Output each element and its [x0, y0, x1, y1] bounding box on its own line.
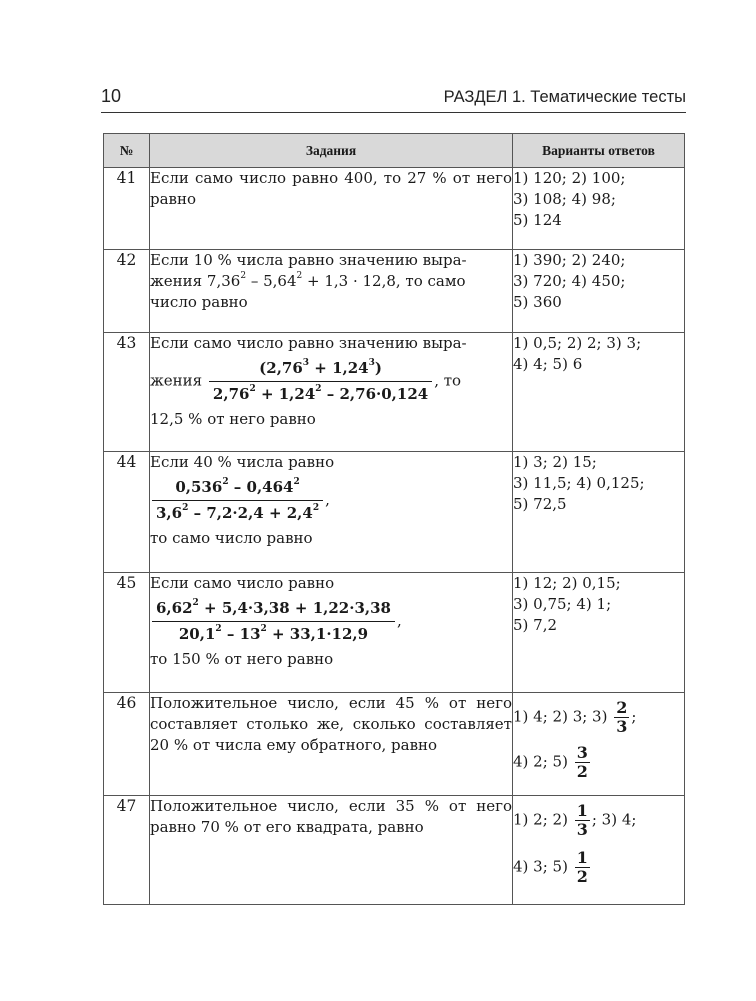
task-text	[150, 250, 513, 333]
formula-prefix: жения	[150, 371, 203, 390]
task-text	[150, 573, 513, 693]
answer-line: 5) 72,5	[513, 495, 567, 513]
expr-part: – 5,64	[246, 272, 297, 290]
exponent: 2	[296, 271, 303, 281]
task-line: Если 40 % числа равно	[150, 453, 335, 471]
formula-suffix: , то	[434, 371, 462, 390]
running-head: РАЗДЕЛ 1. Тематические тесты	[443, 88, 686, 106]
answer-line: 1) 12; 2) 0,15;	[513, 574, 621, 592]
column-header-tasks: Задания	[150, 134, 513, 168]
table-row	[104, 168, 685, 250]
answer-line: 1) 0,5; 2) 2; 3) 3;	[513, 334, 642, 352]
task-line: Если само число равно значению выра-	[150, 334, 467, 352]
table-row	[104, 693, 685, 796]
answer-line: 1) 2; 2) $\frac{1}{3}$ ; 3) 4;	[513, 801, 637, 839]
answer-options	[513, 573, 685, 693]
fraction-denominator: $2,76^2 + 1,24^2 - 2,76\cdot 0,124$	[212, 384, 429, 403]
table-row	[104, 573, 685, 693]
task-text	[150, 333, 513, 452]
task-line: то само число равно	[150, 529, 313, 547]
exponent: 2	[240, 271, 247, 281]
task-line: то 150 % от него равно	[150, 650, 334, 668]
answer-line: 5) 7,2	[513, 616, 558, 634]
answer-fraction: $\frac{1}{3}$	[576, 801, 588, 839]
answer-options	[513, 452, 685, 573]
answer-options	[513, 168, 685, 250]
answer-fraction: $\frac{1}{2}$	[576, 848, 588, 886]
fraction	[209, 358, 432, 405]
header-rule	[101, 112, 686, 113]
fraction	[152, 477, 323, 524]
answer-line: 4) 2; 5) $\frac{3}{2}$	[513, 743, 588, 781]
answer-line: 3) 0,75; 4) 1;	[513, 595, 612, 613]
expr-part: + 1,3 · 12,8, то само	[302, 272, 466, 290]
task-number: 42	[104, 250, 150, 333]
task-line: число равно	[150, 293, 248, 311]
answer-options	[513, 796, 685, 905]
answer-line: 3) 720; 4) 450;	[513, 272, 626, 290]
table-row	[104, 452, 685, 573]
task-number: 45	[104, 573, 150, 693]
fraction	[152, 598, 395, 645]
answer-line: 1) 390; 2) 240;	[513, 251, 626, 269]
task-number: 47	[104, 796, 150, 905]
task-text: Положительное число, если 45 % от него составляет столько же, сколько составляет 20 % от числа ему обратного, равно	[150, 693, 513, 796]
task-line	[150, 271, 512, 292]
fraction-denominator: $3,6^2 - 7,2\cdot 2,4 + 2,4^2$	[156, 503, 320, 522]
formula-line	[150, 477, 512, 524]
column-header-number: №	[104, 134, 150, 168]
task-text: Положительное число, если 35 % от него равно 70 % от его квадрата, равно	[150, 796, 513, 905]
formula-line	[150, 358, 512, 405]
answer-line: 4) 4; 5) 6	[513, 355, 583, 373]
table-header-row	[104, 134, 685, 168]
column-header-answers: Варианты ответов	[513, 134, 685, 168]
task-line: 12,5 % от него равно	[150, 410, 316, 428]
table-row	[104, 333, 685, 452]
fraction-denominator: $20,1^2 - 13^2 + 33,1\cdot 12,9$	[178, 624, 369, 643]
page-number: 10	[101, 86, 122, 106]
task-text	[150, 452, 513, 573]
fraction-numerator: 0,536$^2$ – 0,464$^2$	[152, 477, 323, 501]
task-text: Если само число равно 400, то 27 % от него равно	[150, 168, 513, 250]
answer-options	[513, 250, 685, 333]
task-number: 41	[104, 168, 150, 250]
table-row	[104, 250, 685, 333]
answer-options	[513, 333, 685, 452]
answer-line: 5) 360	[513, 293, 562, 311]
answer-fraction: $\frac{3}{2}$	[576, 743, 588, 781]
answer-line: 5) 124	[513, 211, 562, 229]
formula-suffix: ,	[396, 611, 402, 630]
task-line: Если само число равно	[150, 574, 335, 592]
formula-line	[150, 598, 512, 645]
answer-line: 3) 11,5; 4) 0,125;	[513, 474, 645, 492]
task-number: 46	[104, 693, 150, 796]
expr-part: жения 7,36	[150, 272, 241, 290]
task-number: 44	[104, 452, 150, 573]
fraction-numerator: $(2,76^3 + 1,24^3)$	[209, 358, 432, 382]
tasks-table	[103, 133, 685, 905]
answer-line: 3) 108; 4) 98;	[513, 190, 616, 208]
answer-line: 1) 3; 2) 15;	[513, 453, 597, 471]
fraction-numerator: $6,62^2 + 5,4\cdot 3,38 + 1,22\cdot 3,38$	[152, 598, 395, 622]
answer-line: 1) 4; 2) 3; 3) $\frac{2}{3}$ ;	[513, 698, 637, 736]
table-row	[104, 796, 685, 905]
task-number: 43	[104, 333, 150, 452]
formula-suffix: ,	[325, 490, 330, 509]
answer-options	[513, 693, 685, 796]
task-line: Если 10 % числа равно значению выра-	[150, 251, 467, 269]
answer-line: 1) 120; 2) 100;	[513, 169, 626, 187]
answer-line: 4) 3; 5) $\frac{1}{2}$	[513, 848, 588, 886]
answer-fraction: $\frac{2}{3}$	[616, 698, 628, 736]
